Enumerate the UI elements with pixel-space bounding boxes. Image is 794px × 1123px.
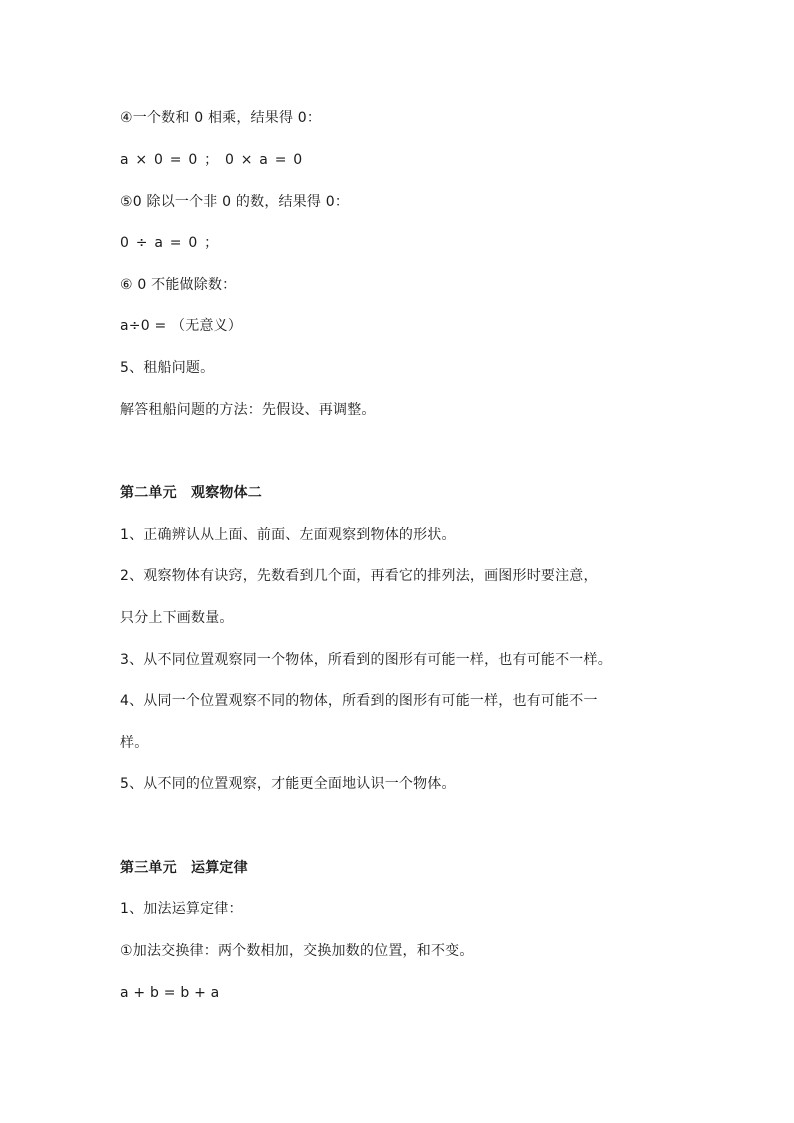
unit2-paragraph-2-line-1: 2、观察物体有诀窍，先数看到几个面，再看它的排列法，画图形时要注意，	[120, 568, 598, 584]
unit3-rule1-formula: a + b = b + a	[120, 985, 220, 1001]
unit3-heading: 第三单元 运算定律	[120, 860, 248, 876]
unit2-paragraph-2-line-2: 只分上下画数量。	[120, 610, 234, 626]
rule5-formula: 0 ÷ a = 0 ；	[120, 235, 220, 251]
unit2-paragraph-1: 1、正确辨认从上面、前面、左面观察到物体的形状。	[120, 527, 456, 543]
rule4-title: ④一个数和 0 相乘，结果得 0：	[120, 110, 322, 126]
unit2-paragraph-5: 5、从不同的位置观察，才能更全面地认识一个物体。	[120, 776, 456, 792]
rule4-formula: a × 0 = 0 ； 0 × a = 0	[120, 152, 304, 168]
unit3-rule1-title: ①加法交换律：两个数相加，交换加数的位置，和不变。	[120, 943, 474, 959]
unit3-paragraph-1: 1、加法运算定律：	[120, 901, 243, 917]
rule6-title: ⑥ 0 不能做除数：	[120, 277, 237, 293]
item5-method: 解答租船问题的方法：先假设、再调整。	[120, 402, 376, 418]
rule5-title: ⑤0 除以一个非 0 的数，结果得 0：	[120, 194, 350, 210]
unit2-heading: 第二单元 观察物体二	[120, 485, 262, 501]
item5-title: 5、租船问题。	[120, 360, 215, 376]
unit2-paragraph-4-line-2: 样。	[120, 735, 149, 751]
rule6-formula: a÷0 = （无意义）	[120, 318, 243, 334]
unit2-paragraph-3: 3、从不同位置观察同一个物体，所看到的图形有可能一样，也有可能不一样。	[120, 652, 612, 668]
unit2-paragraph-4-line-1: 4、从同一个位置观察不同的物体，所看到的图形有可能一样，也有可能不一	[120, 693, 598, 709]
